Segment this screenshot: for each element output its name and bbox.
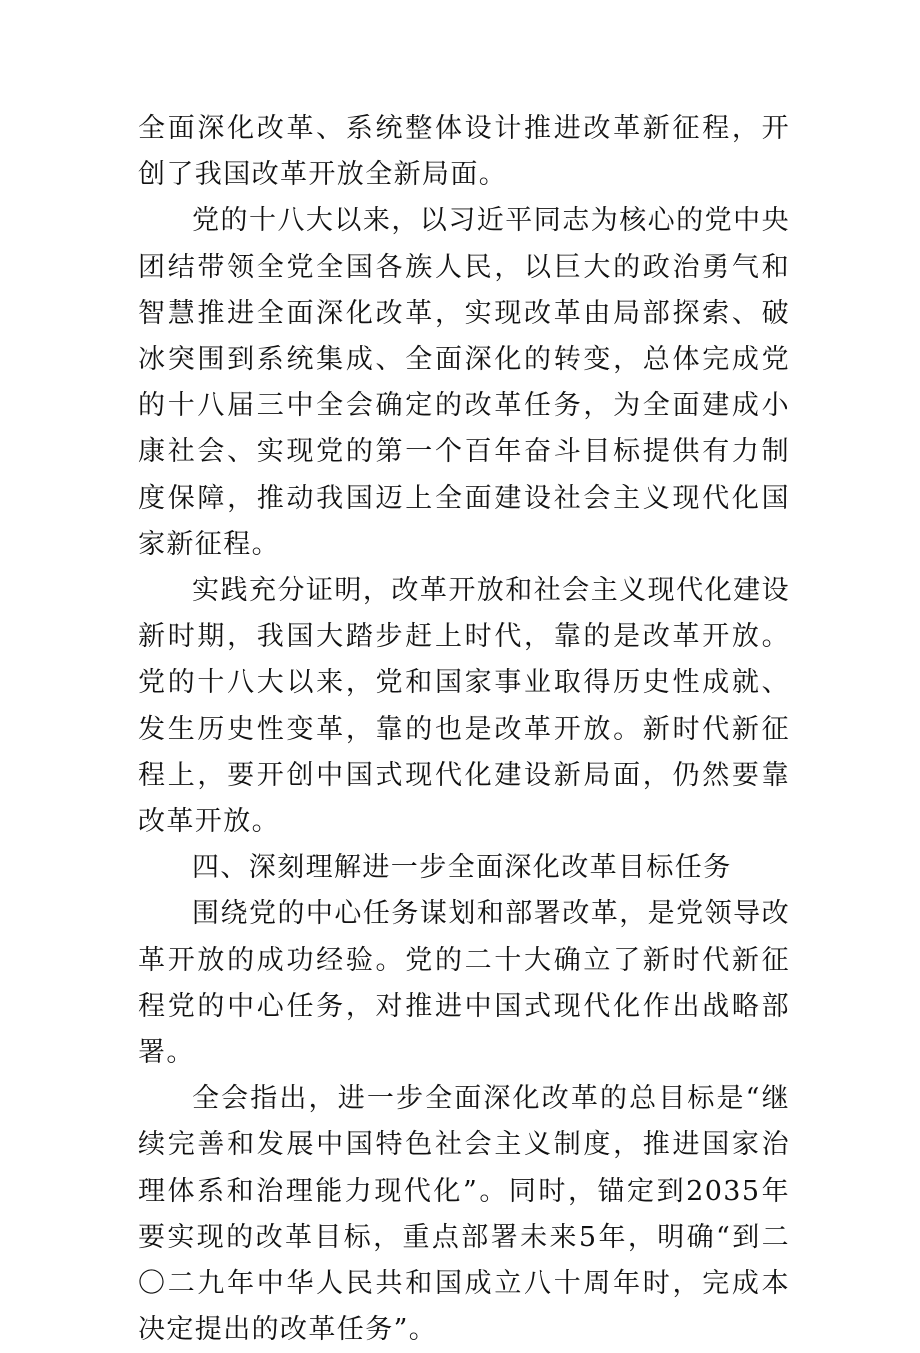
paragraph-3: 实践充分证明，改革开放和社会主义现代化建设新时期，我国大踏步赶上时代，靠的是改革开放。党的十八大以来，党和国家事业取得历史性成就、发生历史性变革，靠的也是改革开放。新时代新征程上，要开创中国式现代化建设新局面，仍然要靠改革开放。 — [138, 575, 790, 838]
paragraph-2: 党的十八大以来，以习近平同志为核心的党中央团结带领全党全国各族人民，以巨大的政治勇气和智慧推进全面深化改革，实现改革由局部探索、破冰突围到系统集成、全面深化的转变，总体完成党的十八届三中全会确定的改革任务，为全面建成小康社会、实现党的第一个百年奋斗目标提供有力制度保障，推动我国迈上全面建设社会主义现代化国家新征程。 — [138, 205, 790, 560]
paragraph-1: 全面深化改革、系统整体设计推进改革新征程，开创了我国改革开放全新局面。 — [138, 113, 790, 191]
paragraph-5: 全会指出，进一步全面深化改革的总目标是“继续完善和发展中国特色社会主义制度，推进国家治理体系和治理能力现代化”。同时，锚定到2035年要实现的改革目标，重点部署未来5年，明确“到二〇二九年中华人民共和国成立八十周年时，完成本决定提出的改革任务”。 — [138, 1083, 790, 1346]
paragraph-4: 围绕党的中心任务谋划和部署改革，是党领导改革开放的成功经验。党的二十大确立了新时代新征程党的中心任务，对推进中国式现代化作出战略部署。 — [138, 898, 790, 1069]
document-page — [138, 106, 790, 1353]
section-heading: 四、深刻理解进一步全面深化改革目标任务 — [192, 852, 732, 884]
